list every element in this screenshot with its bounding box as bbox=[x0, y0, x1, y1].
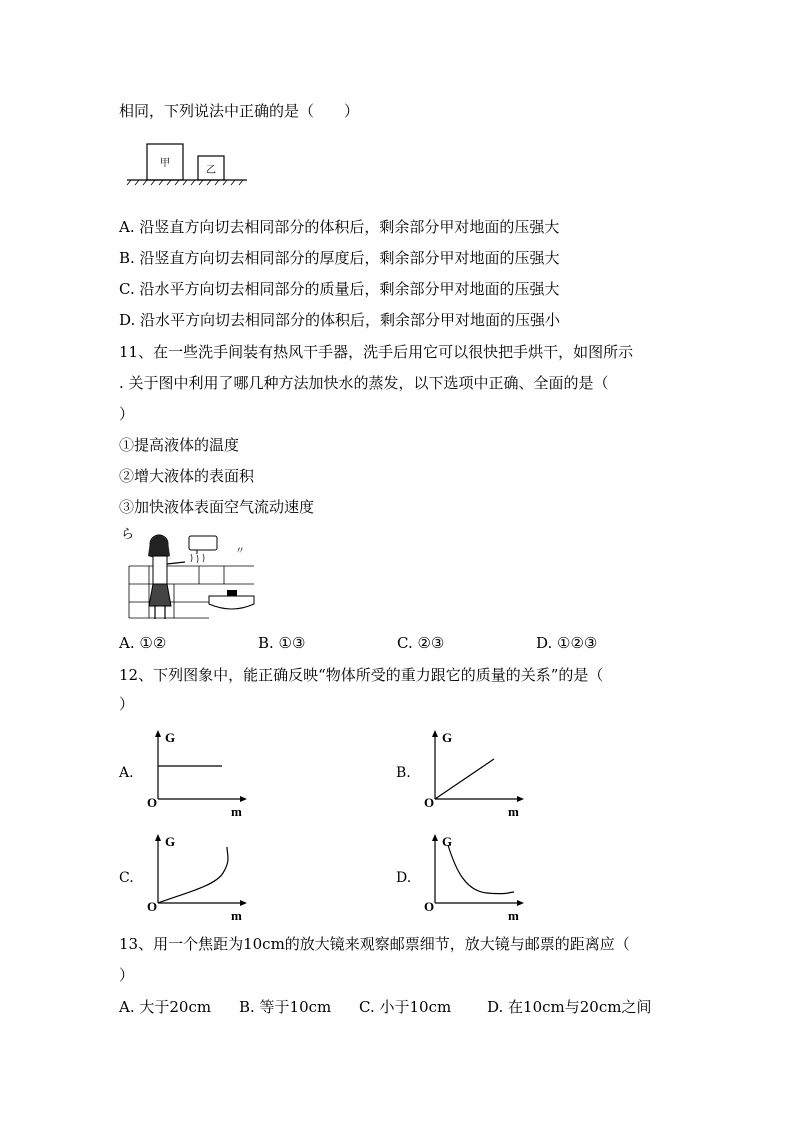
q13-option-b: B. 等于10cm bbox=[239, 998, 332, 1016]
graph-a-y-label: G bbox=[165, 730, 176, 745]
graph-c-y-label: G bbox=[165, 834, 176, 849]
q12-stem-line2: ） bbox=[119, 695, 135, 713]
q10-option-b: B. 沿竖直方向切去相同部分的厚度后，剩余部分甲对地面的压强大 bbox=[119, 249, 560, 267]
graph-b-x-label: m bbox=[508, 804, 519, 819]
hand-dryer-illustration bbox=[119, 524, 259, 624]
block-jia-label: 甲 bbox=[160, 158, 170, 169]
q13-option-d: D. 在10cm与20cm之间 bbox=[487, 998, 652, 1016]
graph-c-series bbox=[158, 847, 228, 903]
q11-item-2: ②增大液体的表面积 bbox=[119, 467, 255, 485]
q10-blocks-figure bbox=[125, 142, 250, 187]
q13-stem-line1: 13、用一个焦距为10cm的放大镜来观察邮票细节，放大镜与邮票的距离应（ bbox=[119, 935, 630, 953]
q11-stem-line2: . 关于图中利用了哪几种方法加快水的蒸发，以下选项中正确、全面的是（ bbox=[119, 374, 609, 392]
graph-a bbox=[145, 727, 255, 822]
graph-b-series bbox=[435, 759, 494, 799]
graph-b-y-label: G bbox=[442, 730, 453, 745]
q10-option-a: A. 沿竖直方向切去相同部分的体积后，剩余部分甲对地面的压强大 bbox=[119, 218, 560, 236]
q11-option-a: A. ①② bbox=[119, 634, 167, 652]
graph-d-series bbox=[448, 845, 514, 894]
graph-a-x-label: m bbox=[231, 804, 242, 819]
q11-stem-line3: ） bbox=[119, 405, 135, 423]
q13-option-c: C. 小于10cm bbox=[359, 998, 452, 1016]
q10-option-d: D. 沿水平方向切去相同部分的体积后，剩余部分甲对地面的压强小 bbox=[119, 311, 561, 329]
graph-b-origin: O bbox=[424, 795, 435, 810]
q10-option-c: C. 沿水平方向切去相同部分的质量后，剩余部分甲对地面的压强大 bbox=[119, 280, 560, 298]
q11-stem-line1: 11、在一些洗手间装有热风干手器，洗手后用它可以很快把手烘干，如图所示 bbox=[119, 343, 634, 361]
graph-c-label: C. bbox=[119, 870, 134, 886]
graph-a-origin: O bbox=[147, 795, 158, 810]
q12-stem-line1: 12、下列图象中，能正确反映“物体所受的重力跟它的质量的关系”的是（ bbox=[119, 666, 604, 684]
q11-option-d: D. ①②③ bbox=[536, 634, 598, 652]
svg-text:ら: ら bbox=[121, 527, 135, 542]
graph-d-label: D. bbox=[396, 870, 412, 886]
q10-stem: 相同，下列说法中正确的是（ ） bbox=[119, 102, 360, 120]
graph-b-label: B. bbox=[396, 765, 411, 781]
q13-option-a: A. 大于20cm bbox=[119, 998, 212, 1016]
graph-d-y-label: G bbox=[442, 834, 453, 849]
q13-stem-line2: ） bbox=[119, 966, 135, 984]
graph-c-x-label: m bbox=[231, 908, 242, 923]
graph-d-origin: O bbox=[424, 899, 435, 914]
graph-a-label: A. bbox=[119, 765, 134, 781]
q11-option-b: B. ①③ bbox=[258, 634, 306, 652]
graph-c bbox=[145, 831, 255, 926]
graph-d-x-label: m bbox=[508, 908, 519, 923]
block-yi-label: 乙 bbox=[206, 165, 216, 176]
graph-c-origin: O bbox=[147, 899, 158, 914]
graph-d bbox=[422, 831, 532, 926]
graph-b bbox=[422, 727, 532, 822]
q11-item-1: ①提高液体的温度 bbox=[119, 436, 240, 454]
q11-item-3: ③加快液体表面空气流动速度 bbox=[119, 498, 315, 516]
svg-text:〃: 〃 bbox=[235, 546, 245, 557]
q11-option-c: C. ②③ bbox=[397, 634, 445, 652]
